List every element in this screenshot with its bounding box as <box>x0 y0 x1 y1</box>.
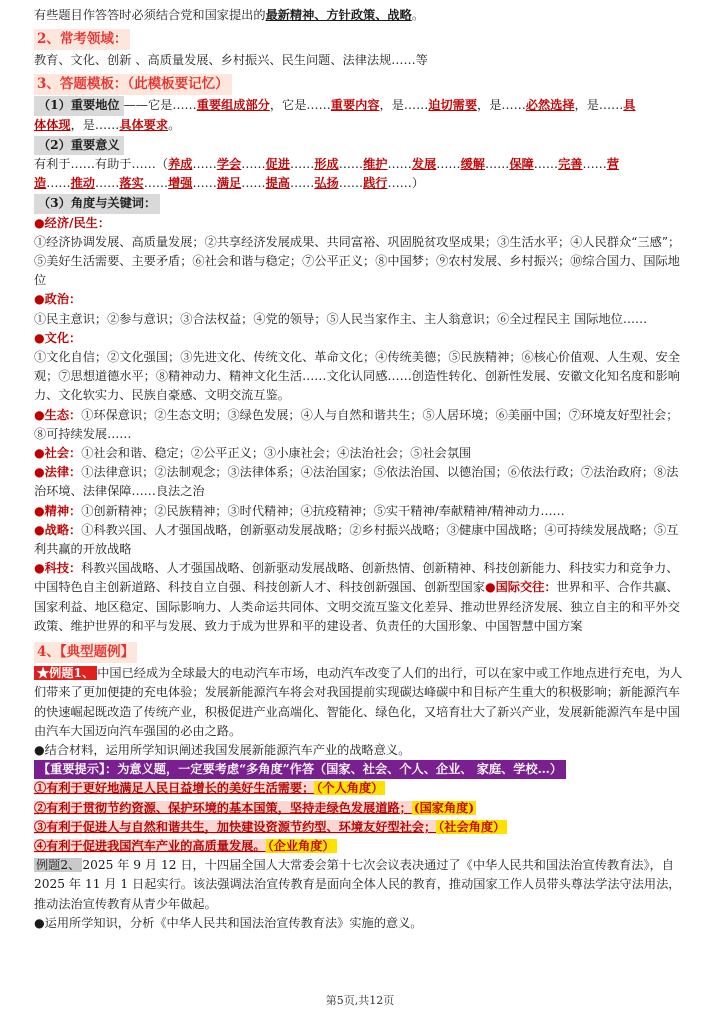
angle-text: ①经济协调发展、高质量发展；②共享经济发展成果、共同富裕、巩固脱贫攻坚成果；③生活水平；④人民群众“三感”；⑤美好生活需要、主要矛盾；⑥社会和谐与稳定；⑦公平正义；⑧中国梦；⑨农村发展、乡村振兴；⑩综合国力、国际地位 <box>34 234 681 288</box>
t1-keyword: 具体要求 <box>119 117 169 132</box>
angle-label: ●国际交往： <box>484 580 557 595</box>
angle-economy <box>34 214 688 291</box>
template-2 <box>34 136 688 194</box>
answer-tag: (国家角度) <box>413 800 475 815</box>
example-1-tip <box>34 760 688 779</box>
t2-lead: 有利于……有助于……（ <box>34 157 169 172</box>
t1-text: 。 <box>168 117 181 132</box>
angle-strategy <box>34 521 688 559</box>
tip-banner: 【重要提示】：为意义题，一定要考虑“多角度”作答（国家、社会、个人、企业、 家庭、学校…） <box>34 760 566 779</box>
example-2-question: ●运用所学知识，分析《中华人民共和国法治宣传教育法》实施的意义。 <box>34 915 423 930</box>
answer-text: ③有利于促进人与自然和谐共生，加快建设资源节约型、环境友好型社会； <box>34 819 437 834</box>
t2-keyword: 完善 <box>558 157 583 172</box>
template-3 <box>34 194 688 213</box>
t1-keyword: 体体现 <box>34 117 71 132</box>
angle-politics <box>34 290 688 328</box>
t2-keyword: 弘扬 <box>314 176 339 191</box>
example-1-text: 中国已经成为全球最大的电动汽车市场，电动汽车改变了人们的出行，可以在家中或工作地点进行充电，为人们带来了更加便捷的充电体验；发展新能源汽车将会对我国提前实现碳达峰碳中和目标产生重大的积极影响；新能源汽车的快速崛起既改造了传统产业，积极促进产业高端化、智能化、绿色化，又培育壮大了新兴产业，发展新能源汽车是中国由汽车大国迈向汽车强国的必由之路。 <box>34 666 683 738</box>
t1-text: ，是…… <box>70 117 120 132</box>
angle-label: ●科技： <box>34 561 82 576</box>
template-1 <box>34 96 688 134</box>
template-1-label: （1）重要地位 <box>34 96 124 115</box>
angle-label: ●法律： <box>34 465 82 480</box>
t1-keyword: 迫切需要 <box>428 98 478 113</box>
angle-text: 科教兴国战略、人才强国战略、创新驱动发展战略、创新热情、创新精神、科技创新能力、科技实力和竞争力、中国特色自主创新道路、科技自立自强、科技创新人才、科技创新强国、创新型国家 <box>34 561 679 595</box>
example-1 <box>34 664 688 741</box>
template-3-label: （3）角度与关键词： <box>34 194 160 213</box>
t2-keywords-2: ……推动……落实……增强……满足……提高……弘扬……践行 <box>46 176 388 191</box>
t2-keyword: 保障 <box>509 157 534 172</box>
angle-text: ①科教兴国、人才强国战略，创新驱动发展战略；②乡村振兴战略；③健康中国战略；④可持续发展战略；⑤互利共赢的开放战略 <box>34 522 679 557</box>
t2-keyword: 推动 <box>70 176 95 191</box>
intro-keywords: 最新精神、方针政策、战略 <box>265 8 412 22</box>
t1-text: ，是…… <box>574 98 624 113</box>
angle-label: ●政治： <box>34 292 82 307</box>
page-footer: 第5页,共12页 <box>325 994 395 1007</box>
t2-keywords: 养成……学会……促进……形成……维护……发展……缓解……保障……完善……营 <box>168 157 619 172</box>
example-2 <box>34 856 688 914</box>
angle-text: ①社会和谐、稳定；②公平正义；③小康社会；④法治社会；⑤社会氛围 <box>81 446 472 461</box>
angle-text: ①创新精神；②民族精神；③时代精神；④抗疫精神；⑤实干精神/奉献精神/精神动力…… <box>81 503 565 518</box>
angle-label: ●社会： <box>34 446 82 461</box>
t2-keyword: 造 <box>34 176 47 191</box>
t1-text: ，它是…… <box>269 98 331 113</box>
angle-text: ①文化自信；②文化强国；③先进文化、传统文化、革命文化；④传统美德；⑤民族精神；⑥核心价值观、人生观、安全观；⑦思想道德水平；⑧精神动力、精神文化生活……文化认同感……创造性转化、创新性发展、安徽文化知名度和影响力、文化软实力、民族自豪感、文明交流互鉴。 <box>34 350 680 403</box>
angle-text: 世界和平、合作共赢、国家利益、地区稳定、国际影响力、人类命运共同体、文明交流互鉴文化差异、推动世界经济发展、独立自主的和平外交政策、维护世界的和平与发展、致力于成为世界和平的建设者、负责任的大国形象、中国智慧中国方案 <box>34 580 680 633</box>
t1-text: ——它是…… <box>123 98 197 113</box>
t2-keyword: 提高 <box>265 176 290 191</box>
answer-tag: （个人角度） <box>316 781 384 796</box>
section-3-heading: 3、答题模板：（此模板要记忆） <box>34 74 232 95</box>
t2-keyword: 缓解 <box>460 157 485 172</box>
answer-text: ①有利于更好地满足人民日益增长的美好生活需要； <box>34 781 315 796</box>
intro-line <box>34 6 688 25</box>
intro-suffix: 。 <box>411 8 424 22</box>
t1-keyword: 重要组成部分 <box>196 98 270 113</box>
answer-tag: （社会角度） <box>438 819 506 834</box>
answer-4 <box>34 837 688 856</box>
t1-keyword: 具 <box>623 98 636 113</box>
angle-culture <box>34 329 688 406</box>
t2-keyword: 发展 <box>411 157 437 172</box>
t1-text: ，是…… <box>379 98 429 113</box>
angle-label: ●经济/民生： <box>34 215 111 230</box>
t2-keyword: 践行 <box>363 176 388 191</box>
t2-keyword: 养成 <box>168 157 193 172</box>
t2-keyword: 增强 <box>168 176 193 191</box>
angle-ecology <box>34 406 688 444</box>
section-2-body: 教育、文化、创新 、高质量发展、乡村振兴、民生问题、法律法规……等 <box>34 53 428 68</box>
example-2-label: 例题2、 <box>36 858 81 873</box>
document-page <box>34 6 688 933</box>
t2-tail: ……） <box>387 176 424 191</box>
t2-keyword: 促进 <box>265 157 290 172</box>
angle-label: ●精神： <box>34 503 82 518</box>
angle-label: ●生态： <box>34 407 82 422</box>
angle-society <box>34 444 688 463</box>
answer-tag: （企业角度） <box>267 838 335 853</box>
t1-text: ，是…… <box>477 98 526 113</box>
angle-law <box>34 463 688 501</box>
answer-text: ④有利于促进我国汽车产业的高质量发展。 <box>34 838 266 853</box>
angle-label: ●战略： <box>34 522 82 537</box>
t2-keyword: 学会 <box>216 157 242 172</box>
t2-keyword: 维护 <box>363 157 388 172</box>
t2-keyword: 落实 <box>119 176 144 191</box>
section-4-heading: 4、【典型题例】 <box>34 642 137 663</box>
t2-keyword: 满足 <box>216 176 242 191</box>
example-2-text: 2025 年 9 月 12 日，十四届全国人大常委会第十七次会议表决通过了《中华人民共和国法治宣传教育法》，自 2025 年 11 月 1 日起实行。该法强调法治宣传教育是面向全体人民的教育，推动国家工作人员带头尊法学法守法用法，推动法治宣传教育从青少年做起。 <box>34 858 681 911</box>
answer-2 <box>34 799 688 818</box>
angle-label: ●文化： <box>34 330 82 345</box>
section-2-heading: 2、常考领域： <box>34 29 130 50</box>
angle-text: ①法律意识；②法制观念；③法律体系；④法治国家；⑤依法治国、以德治国；⑥依法行政；⑦法治政府；⑧法治环境、法律保障……良法之治 <box>34 465 679 499</box>
answer-1 <box>34 779 688 798</box>
intro-text: 有些题目作答答时必须结合党和国家提出的 <box>34 8 266 22</box>
angle-science <box>34 559 688 636</box>
answer-text: ②有利于贯彻节约资源、保护环境的基本国策，坚持走绿色发展道路； <box>34 800 412 815</box>
angle-text: ①环保意识；②生态文明；③绿色发展；④人与自然和谐共生；⑤人居环境；⑥美丽中国；⑦环境友好型社会；⑧可持续发展…… <box>34 407 679 441</box>
t2-keyword: 形成 <box>314 157 339 172</box>
example-1-question: ●结合材料，运用所学知识阐述我国发展新能源汽车产业的战略意义。 <box>34 742 411 757</box>
angle-spirit <box>34 502 688 521</box>
answer-3 <box>34 818 688 837</box>
t2-keyword: 营 <box>606 157 619 172</box>
t1-keyword: 必然选择 <box>525 98 575 113</box>
t1-keyword: 重要内容 <box>330 98 380 113</box>
angle-text: ①民主意识；②参与意识；③合法权益；④党的领导；⑤人民当家作主、主人翁意识；⑥全过程民主 国际地位…… <box>34 311 648 326</box>
template-2-label: （2）重要意义 <box>34 136 124 155</box>
example-1-label: ★例题1、 <box>34 666 97 680</box>
